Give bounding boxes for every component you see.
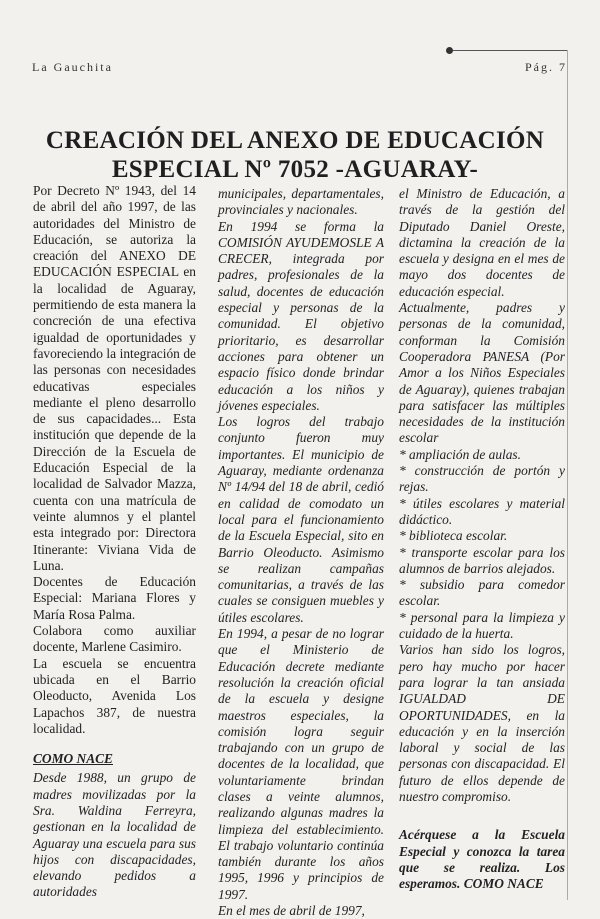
list-item: * construcción de portón y rejas.: [399, 463, 565, 495]
header-rule: [450, 50, 568, 51]
column-2: [218, 186, 384, 919]
list-item: * transporte escolar para los alumnos de barrios alejados.: [399, 544, 565, 576]
list-item: * subsidio para comedor escolar.: [399, 577, 565, 609]
column-1: [33, 183, 196, 901]
section-heading: COMO NACE: [33, 751, 113, 767]
paragraph: Colabora como auxiliar docente, Marlene Casimiro.: [33, 623, 196, 655]
paragraph: Docentes de Educación Especial: Mariana Flores y María Rosa Palma.: [33, 574, 196, 622]
magazine-name: La Gauchita: [32, 60, 113, 74]
paragraph: En 1994, a pesar de no lograr que el Ministerio de Educación decrete mediante resolución la creación oficial de la escuela y designe maestros especiales, la comisión logra seguir trabajando con un grupo de docentes de la localidad, que voluntariamente brindan clases a veinte alumnos, realizando algunas madres la limpieza del establecimiento. El trabajo voluntario continúa también durante los años 1995, 1996 y principios de 1997.: [218, 626, 384, 902]
list-item: * biblioteca escolar.: [399, 528, 508, 544]
page-number: Pág. 7: [525, 60, 567, 74]
list-item: * ampliación de aulas.: [399, 446, 521, 462]
closing-paragraph: Acérquese a la Escuela Especial y conozca la tarea que se realiza. Los esperamos. COMO NACE: [399, 827, 565, 892]
paragraph: Desde 1988, un grupo de madres movilizadas por la Sra. Waldina Ferreyra, gestionan en la localidad de Aguaray una escuela para sus hijos con discapacidades, elevando pedidos a autoridades: [33, 770, 196, 900]
paragraph: En el mes de abril de 1997,: [218, 903, 365, 919]
paragraph: Por Decreto Nº 1943, del 14 de abril del año 1997, de las autoridades del Ministro de Educación, se autoriza la creación del ANEXO DE EDUCACIÓN ESPECIAL en la localidad de Aguaray, permitiendo de esta manera la concreción de una efectiva igualdad de oportunidades y favoreciendo la integración de las personas con necesidades educativas especiales mediante el pleno desarrollo de sus capacidades... Esta institución que depende de la Dirección de la Escuela de Educación Especial de la localidad de Salvador Mazza, cuenta con una matrícula de veinte alumnos y el plantel esta integrado por: Directora Itinerante: Viviana Vida de Luna.: [33, 183, 196, 573]
paragraph: municipales, departamentales, provinciales y nacionales.: [218, 186, 384, 218]
title-line-1: CREACIÓN DEL ANEXO DE EDUCACIÓN: [45, 127, 545, 154]
column-3: [399, 186, 565, 892]
paragraph: La escuela se encuentra ubicada en el Barrio Oleoducto, Avenida Los Lapachos 387, de nuestra localidad.: [33, 655, 196, 736]
paragraph: Actualmente, padres y personas de la comunidad, conforman la Comisión Cooperadora PANESA (Por Amor a los Niños Especiales de Aguaray), quienes trabajan para satisfacer las múltiples necesidades de la institución escolar: [399, 300, 565, 446]
paragraph: En 1994 se forma la COMISIÓN AYUDEMOSLE A CRECER, integrada por padres, profesionales de la salud, docentes de educación especial y personas de la comunidad. El objetivo prioritario, es desarrollar acciones para obtener un espacio físico donde brindar educación a los niños y jóvenes especiales.: [218, 218, 384, 413]
list-item: * personal para la limpieza y cuidado de la huerta.: [399, 609, 565, 642]
article-title: [30, 126, 560, 184]
margin-line: [567, 50, 568, 900]
list-item: * útiles escolares y material didáctico.: [399, 495, 565, 527]
paragraph: Varios han sido los logros, pero hay mucho por hacer para lograr la tan ansiada IGUALDAD DE OPORTUNIDADES, en la educación y en la inserción laboral y social de las personas con discapacidad. El futuro de ellos depende de nuestro compromiso.: [399, 642, 565, 804]
paragraph: Los logros del trabajo conjunto fueron muy importantes. El municipio de Aguaray, mediante ordenanza Nº 14/94 del 18 de abril, cedió en calidad de comodato un local para el funcionamiento de la Escuela Especial, sito en Barrio Oleoducto. Asimismo se realizan campañas comunitarias, a través de las cuales se consiguen muebles y útiles escolares.: [218, 414, 384, 625]
paragraph: el Ministro de Educación, a través de la gestión del Diputado Daniel Oreste, dictamina la creación de la escuela y designa en el mes de mayo dos docentes de educación especial.: [399, 186, 565, 299]
title-line-2: ESPECIAL Nº 7052 -AGUARAY-: [111, 156, 479, 183]
header-rule-dot: [446, 47, 453, 54]
